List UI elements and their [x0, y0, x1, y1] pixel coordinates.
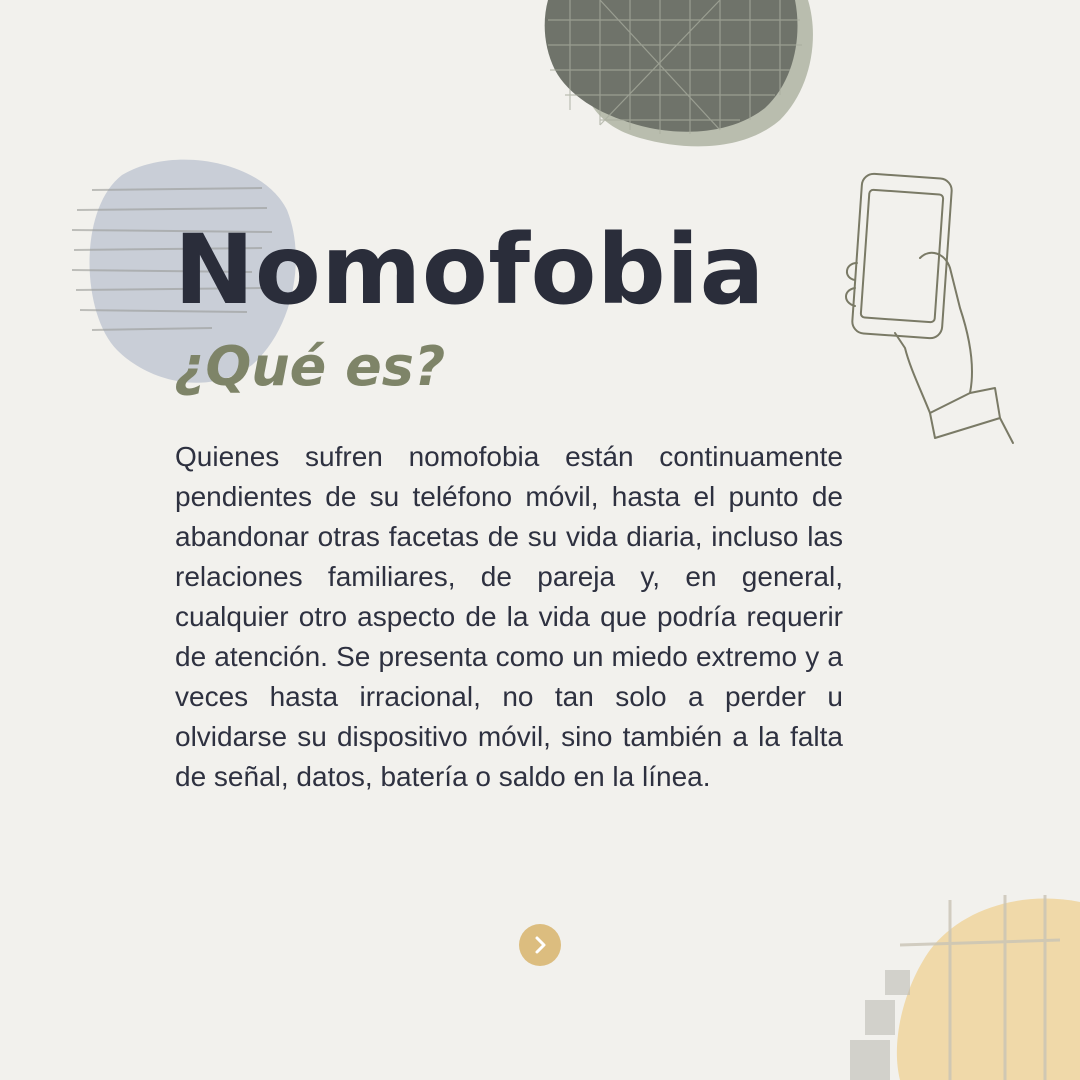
hand-holding-phone-icon: [835, 168, 1025, 458]
description-paragraph: Quienes sufren nomofobia están continuamente pendientes de su teléfono móvil, hasta el punto de abandonar otras facetas de su vida diaria, incluso las relaciones familiares, de pareja y, en general, cualquier otro aspecto de la vida que podría requerir de atención. Se presenta como un miedo extremo y a veces hasta irracional, no tan solo a perder u olvidarse su dispositivo móvil, sino también a la falta de señal, datos, batería o saldo en la línea.: [175, 441, 843, 792]
decorative-grid-blob-top: [540, 0, 820, 150]
chevron-right-icon: [519, 924, 561, 966]
page-subtitle: ¿Qué es?: [174, 335, 446, 398]
next-button[interactable]: [519, 924, 561, 966]
decorative-gold-blob-bottom-right: [830, 890, 1080, 1080]
page-title: Nomofobia: [174, 214, 765, 326]
